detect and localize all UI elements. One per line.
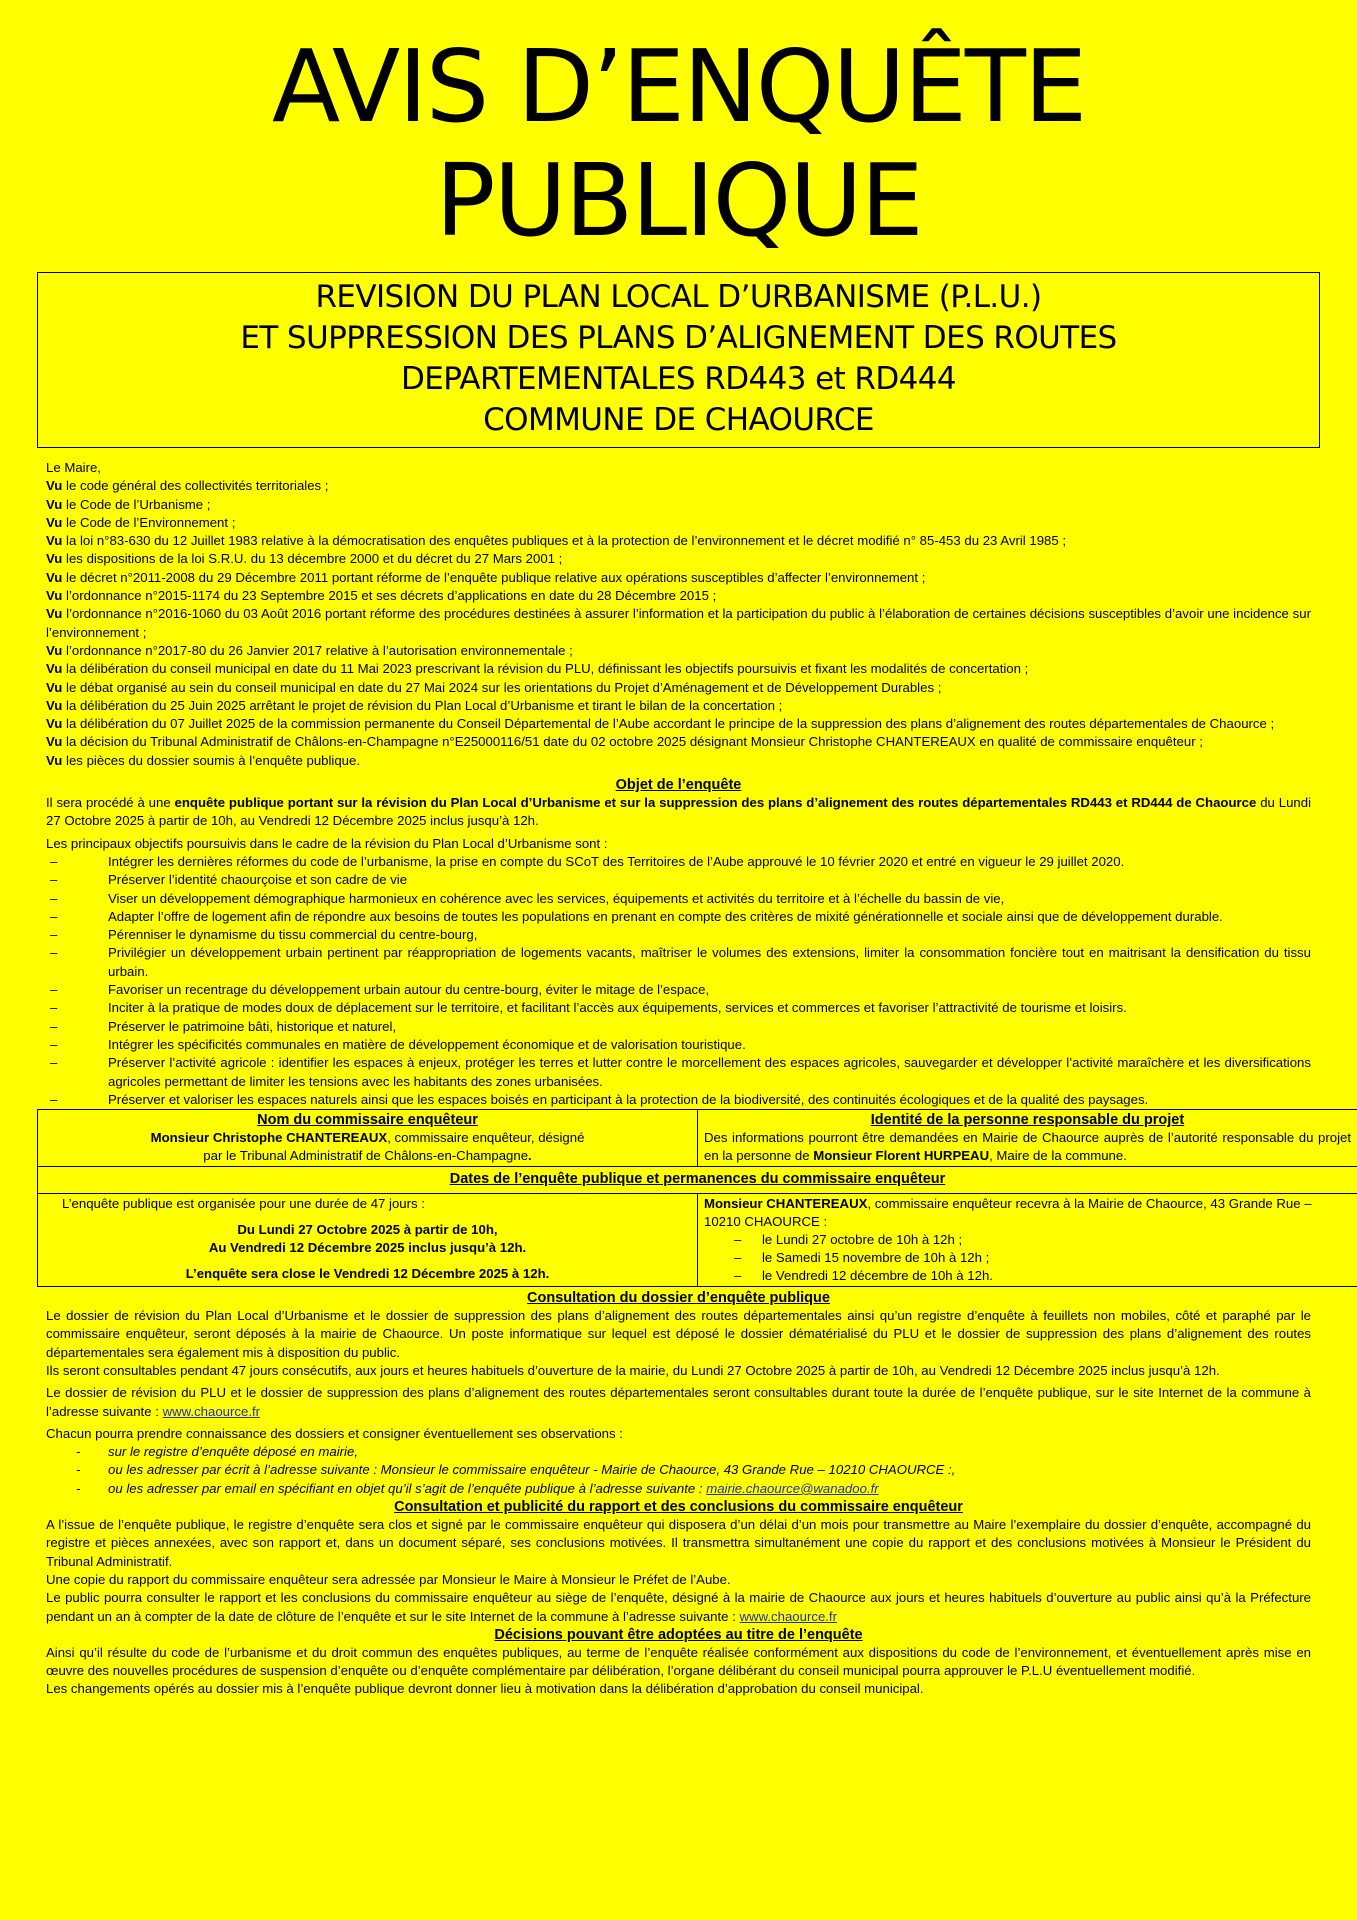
perm-text: , commissaire enquêteur recevra à la Mairie de Chaource, 43 Grande Rue – 10210 CHAOURCE : bbox=[704, 1196, 1312, 1230]
commissaire-text2: par le Tribunal Administratif de Châlons-en-Champagne bbox=[203, 1148, 529, 1164]
decisions-title: Décisions pouvant être adoptées au titre de l’enquête bbox=[494, 1626, 863, 1643]
rapport-title: Consultation et publicité du rapport et des conclusions du commissaire enquêteur bbox=[394, 1499, 963, 1516]
dates-line1: Du Lundi 27 Octobre 2025 à partir de 10h, bbox=[237, 1222, 498, 1238]
vu-item bbox=[46, 514, 1311, 532]
responsable-cell bbox=[698, 1110, 1357, 1167]
commissaire-cell bbox=[38, 1110, 698, 1167]
vu-label: Vu bbox=[46, 496, 63, 512]
commissaire-title: Nom du commissaire enquêteur bbox=[257, 1112, 478, 1129]
vu-item bbox=[46, 697, 1311, 715]
vu-text: les dispositions de la loi S.R.U. du 13 décembre 2000 et du décret du 27 Mars 2001 ; bbox=[66, 551, 563, 567]
dates-close: L’enquête sera close le Vendredi 12 Décembre 2025 à 12h. bbox=[185, 1266, 550, 1282]
objective-item: – Adapter l’offre de logement afin de répondre aux besoins de toutes les populations en prenant en compte des critères de mixité générationnelle et sociale ainsi que de développement durable. bbox=[46, 908, 1311, 926]
dates-line2: Au Vendredi 12 Décembre 2025 inclus jusqu’à 12h. bbox=[208, 1240, 527, 1256]
subtitle-line: REVISION DU PLAN LOCAL D’URBANISME (P.L.U.) bbox=[315, 279, 1042, 315]
objectives-intro: Les principaux objectifs poursuivis dans le cadre de la révision du Plan Local d’Urbanisme sont : bbox=[46, 835, 608, 851]
rapport-p3 bbox=[46, 1589, 1311, 1626]
objective-item: – Intégrer les spécificités communales en matière de développement économique et de valorisation touristique. bbox=[46, 1036, 1311, 1054]
options-list bbox=[46, 1443, 1311, 1498]
subtitle-line: DEPARTEMENTALES RD443 et RD444 bbox=[401, 361, 956, 397]
vu-label: Vu bbox=[46, 734, 63, 750]
vu-text: l’ordonnance n°2015-1174 du 23 Septembre 2015 et ses décrets d’applications en date du 28 Décembre 2015 ; bbox=[66, 588, 717, 604]
responsable-title: Identité de la personne responsable du projet bbox=[870, 1112, 1185, 1129]
objective-item: – Préserver l’identité chaourçoise et son cadre de vie bbox=[46, 871, 1311, 889]
vu-label: Vu bbox=[46, 514, 63, 530]
vu-text: la loi n°83-630 du 12 Juillet 1983 relative à la démocratisation des enquêtes publiques et à la protection de l’environnement et le décret modifié n° 85-453 du 23 Avril 1985 ; bbox=[66, 533, 1067, 549]
vu-item bbox=[46, 550, 1311, 568]
vu-label: Vu bbox=[46, 661, 63, 677]
vu-label: Vu bbox=[46, 697, 63, 713]
vu-list bbox=[46, 477, 1311, 770]
objective-item: – Intégrer les dernières réformes du code de l’urbanisme, la prise en compte du SCoT des Territoires de l’Aube approuvé le 10 février 2020 et entré en vigueur le 29 juillet 2020. bbox=[46, 853, 1311, 871]
rapport-p3-text: Le public pourra consulter le rapport et les conclusions du commissaire enquêteur au siège de l’enquête, désigné à la mairie de Chaource aux jours et heures habituels d’ouverture au public ainsi qu’à la Préfecture pendant un an à compter de la date de clôture de l’enquête et sur le site Internet de la commune à l’adresse suivante : bbox=[46, 1590, 1311, 1624]
commissaire-name: Monsieur Christophe CHANTEREAUX bbox=[150, 1130, 388, 1146]
vu-item bbox=[46, 733, 1311, 751]
objective-item: – Inciter à la pratique de modes doux de déplacement sur le territoire, et facilitant l’accès aux équipements, services et commerces et favoriser l’attractivité de tourisme et loisirs. bbox=[46, 999, 1311, 1017]
perm-name: Monsieur CHANTEREAUX bbox=[704, 1196, 868, 1212]
consultation-p2: Ils seront consultables pendant 47 jours consécutifs, aux jours et heures habituels d’ouverture de la mairie, du Lundi 27 Octobre 2025 à partir de 10h, au Vendredi 12 Décembre 2025 inclus jusqu’à 12h. bbox=[46, 1362, 1220, 1378]
option3-text: ou les adresser par email en spécifiant en objet qu’il s’agit de l’enquête publique à l’adresse suivante : bbox=[108, 1480, 707, 1496]
vu-label: Vu bbox=[46, 533, 63, 549]
decisions-p1: Ainsi qu’il résulte du code de l’urbanisme et du droit commun des enquêtes publiques, au terme de l’enquête réalisée conformément aux dispositions du code de l’environnement, et éventuellement après mise en œuvre des nouvelles procédures de suspension d’enquête ou d’enquête complémentaire par délibération, l’organe délibérant du conseil municipal pourra approuver le P.L.U éventuellement modifié. bbox=[46, 1644, 1311, 1679]
consultation-p4: Chacun pourra prendre connaissance des dossiers et consigner éventuellement ses observations : bbox=[46, 1425, 623, 1441]
objective-item: – Préserver l’activité agricole : identifier les espaces à enjeux, protéger les terres et lutter contre le morcellement des espaces agricoles, sauvegarder et développer l’activité maraîchère et les diversifications agricoles permettant de limiter les tensions avec les habitants des zones urbanisées. bbox=[46, 1054, 1311, 1091]
vu-text: le code général des collectivités territoriales ; bbox=[66, 478, 329, 494]
vu-item bbox=[46, 587, 1311, 605]
objet-p1-start: Il sera procédé à une bbox=[46, 795, 175, 811]
vu-text: le décret n°2011-2008 du 29 Décembre 2011 portant réforme de l’enquête publique relative aux opérations susceptibles d’affecter l’environnement ; bbox=[66, 569, 926, 585]
objet-p1-bold: enquête publique portant sur la révision du Plan Local d’Urbanisme et sur la suppression des plans d’alignement des routes départementales RD443 et RD444 de Chaource bbox=[174, 795, 1257, 811]
objet-paragraph bbox=[46, 794, 1311, 831]
objective-item: – Privilégier un développement urbain pertinent par réappropriation de logements vacants, maîtriser le volumes des extensions, limiter la consommation foncière tout en maitrisant la densification du tissu urbain. bbox=[46, 944, 1311, 981]
notice-body bbox=[46, 459, 1351, 1699]
subtitle-box bbox=[37, 272, 1320, 448]
permanence-item: – le Samedi 15 novembre de 10h à 12h ; bbox=[704, 1249, 1351, 1267]
objective-item: – Pérenniser le dynamisme du tissu commercial du centre-bourg, bbox=[46, 926, 1311, 944]
permanence-item: – le Lundi 27 octobre de 10h à 12h ; bbox=[704, 1231, 1351, 1249]
responsable-name: Monsieur Florent HURPEAU bbox=[813, 1148, 990, 1164]
dates-title: Dates de l’enquête publique et permanences du commissaire enquêteur bbox=[38, 1167, 1357, 1194]
vu-label: Vu bbox=[46, 716, 63, 732]
permanence-item: – le Vendredi 12 décembre de 10h à 12h. bbox=[704, 1267, 1351, 1285]
vu-label: Vu bbox=[46, 606, 63, 622]
vu-item bbox=[46, 605, 1311, 642]
objet-title: Objet de l’enquête bbox=[615, 777, 742, 794]
vu-label: Vu bbox=[46, 752, 63, 768]
vu-label: Vu bbox=[46, 478, 63, 494]
website-link[interactable]: www.chaource.fr bbox=[162, 1403, 261, 1419]
permanences-cell bbox=[698, 1194, 1357, 1287]
vu-label: Vu bbox=[46, 569, 63, 585]
decisions-p2: Les changements opérés au dossier mis à l’enquête publique devront donner lieu à motivation dans la délibération d’approbation du conseil municipal. bbox=[46, 1681, 924, 1697]
option-item: - ou les adresser par écrit à l’adresse suivante : Monsieur le commissaire enquêteur - Mairie de Chaource, 43 Grande Rue – 10210 CHAOURCE :, bbox=[46, 1461, 1311, 1479]
consultation-p1: Le dossier de révision du Plan Local d’Urbanisme et le dossier de suppression des plans d’alignement des routes départementales ainsi qu’un registre d’enquête à feuillets non mobiles, côté et paraphé par le commissaire enquêteur, seront déposés à la mairie de Chaource. Un poste informatique sur lequel est déposé le dossier dématérialisé du PLU et le dossier de suppression des plans d’alignement des routes départementales sera également mis à disposition du public. bbox=[46, 1308, 1311, 1360]
commissaire-text1: , commissaire enquêteur, désigné bbox=[387, 1130, 585, 1146]
vu-item bbox=[46, 642, 1311, 660]
rapport-p2: Une copie du rapport du commissaire enquêteur sera adressée par Monsieur le Maire à Monsieur le Préfet de l’Aube. bbox=[46, 1571, 731, 1587]
vu-item bbox=[46, 569, 1311, 587]
vu-text: le Code de l’Urbanisme ; bbox=[66, 496, 211, 512]
option-item bbox=[46, 1480, 1311, 1498]
objective-item: – Préserver le patrimoine bâti, historique et naturel, bbox=[46, 1018, 1311, 1036]
vu-text: la délibération du conseil municipal en date du 11 Mai 2023 prescrivant la révision du PLU, définissant les objectifs poursuivis et fixant les modalités de concertation ; bbox=[66, 661, 1029, 677]
vu-item bbox=[46, 496, 1311, 514]
responsable-text2: , Maire de la commune. bbox=[989, 1148, 1127, 1164]
commissaire-dot: . bbox=[528, 1148, 532, 1164]
consultation-p3 bbox=[46, 1384, 1311, 1421]
vu-label: Vu bbox=[46, 588, 63, 604]
intro-text: Le Maire, bbox=[46, 460, 101, 475]
permanences-intro bbox=[704, 1195, 1351, 1231]
objectives-list bbox=[46, 853, 1311, 1109]
main-title bbox=[0, 0, 1357, 258]
duration-text: L’enquête publique est organisée pour une durée de 47 jours : bbox=[62, 1196, 425, 1212]
vu-label: Vu bbox=[46, 642, 63, 658]
vu-label: Vu bbox=[46, 551, 63, 567]
objet-p1-end: du Lundi 27 Octobre 2025 à partir de 10h, au Vendredi 12 Décembre 2025 inclus jusqu’à 12h. bbox=[46, 795, 1312, 829]
rapport-p1: A l’issue de l’enquête publique, le registre d’enquête sera clos et signé par le commissaire enquêteur qui disposera d’un délai d’un mois pour transmettre au Maire l’exemplaire du dossier d’enquête, accompagné du registre et pièces annexées, avec son rapport et, dans un document séparé, ses conclusions motivées. Il transmettra simultanément une copie du rapport et des conclusions motivées à Monsieur le Président du Tribunal Administratif. bbox=[46, 1517, 1311, 1569]
vu-text: le débat organisé au sein du conseil municipal en date du 27 Mai 2024 sur les orientations du Projet d’Aménagement et de Développement Durables ; bbox=[66, 679, 942, 695]
vu-text: l’ordonnance n°2016-1060 du 03 Août 2016 portant réforme des procédures destinées à assurer l’information et la participation du public à l’élaboration de certaines décisions susceptibles d’avoir une incidence sur l’environnement ; bbox=[46, 606, 1311, 640]
email-link[interactable]: mairie.chaource@wanadoo.fr bbox=[706, 1480, 879, 1496]
vu-item bbox=[46, 477, 1311, 495]
objective-item: – Favoriser un recentrage du développement urbain autour du centre-bourg, éviter le mitage de l’espace, bbox=[46, 981, 1311, 999]
subtitle-line: ET SUPPRESSION DES PLANS D’ALIGNEMENT DES ROUTES bbox=[240, 320, 1117, 356]
subtitle-line: COMMUNE DE CHAOURCE bbox=[483, 402, 874, 438]
vu-text: les pièces du dossier soumis à l’enquête publique. bbox=[66, 752, 361, 768]
vu-text: le Code de l’Environnement ; bbox=[66, 514, 236, 530]
info-table bbox=[37, 1109, 1357, 1287]
vu-item bbox=[46, 679, 1311, 697]
consultation-p3-text: Le dossier de révision du PLU et le dossier de suppression des plans d’alignement des routes départementales seront consultables durant toute la durée de l’enquête publique, sur le site Internet de la commune à l’adresse suivante : bbox=[46, 1385, 1311, 1419]
dates-cell bbox=[38, 1194, 698, 1287]
vu-item bbox=[46, 660, 1311, 678]
consultation-title: Consultation du dossier d’enquête publique bbox=[527, 1290, 830, 1307]
vu-text: la délibération du 07 Juillet 2025 de la commission permanente du Conseil Départemental de l’Aube accordant le principe de la suppression des plans d’alignement des routes départementales de Chaource ; bbox=[66, 716, 1275, 732]
vu-item bbox=[46, 752, 1311, 770]
vu-item bbox=[46, 715, 1311, 733]
main-title-line2: PUBLIQUE bbox=[435, 142, 922, 259]
objective-item: – Viser un développement démographique harmonieux en cohérence avec les services, équipements et activités du territoire et à l’échelle du bassin de vie, bbox=[46, 890, 1311, 908]
vu-item bbox=[46, 532, 1311, 550]
vu-text: la délibération du 25 Juin 2025 arrêtant le projet de révision du Plan Local d’Urbanisme et tirant le bilan de la concertation ; bbox=[66, 697, 783, 713]
responsable-text1: Des informations pourront être demandées en Mairie de Chaource auprès de l’autorité responsable du projet en la personne de bbox=[704, 1130, 1351, 1164]
main-title-line1: AVIS D’ENQUÊTE bbox=[271, 28, 1086, 145]
rapport-website-link[interactable]: www.chaource.fr bbox=[739, 1608, 837, 1624]
vu-label: Vu bbox=[46, 679, 63, 695]
objective-item: – Préserver et valoriser les espaces naturels ainsi que les espaces boisés en participant à la protection de la biodiversité, des continuités écologiques et de la qualité des paysages. bbox=[46, 1091, 1311, 1109]
permanences-list bbox=[704, 1231, 1351, 1285]
responsable-text bbox=[704, 1129, 1351, 1165]
commissaire-text bbox=[44, 1129, 691, 1165]
vu-text: la décision du Tribunal Administratif de Châlons-en-Champagne n°E25000116/51 date du 02 octobre 2025 désignant Monsieur Christophe CHANTEREAUX en qualité de commissaire enquêteur ; bbox=[66, 734, 1203, 750]
vu-text: l’ordonnance n°2017-80 du 26 Janvier 2017 relative à l’autorisation environnementale ; bbox=[66, 642, 573, 658]
option-item: - sur le registre d’enquête déposé en mairie, bbox=[46, 1443, 1311, 1461]
